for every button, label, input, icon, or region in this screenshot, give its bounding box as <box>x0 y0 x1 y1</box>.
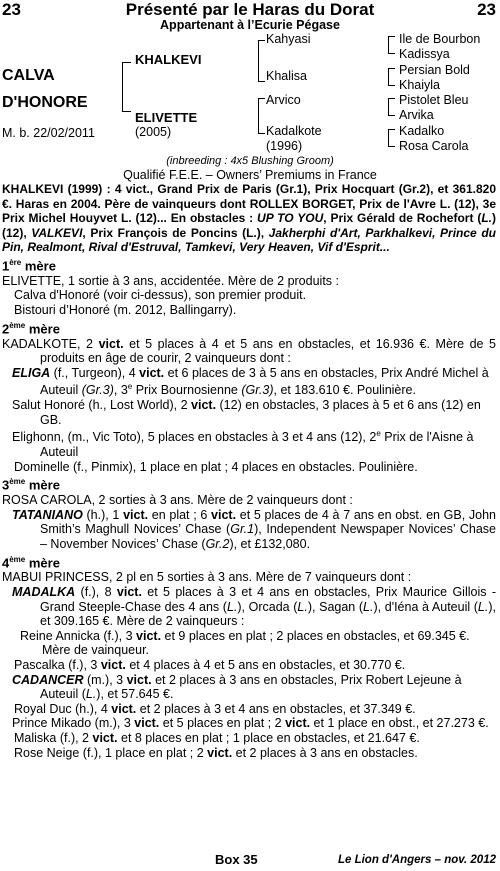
dam-year: (2005) <box>135 125 172 139</box>
horse-details: M. b. 22/02/2011 <box>2 126 95 140</box>
sdd-name: Khaiyla <box>399 78 440 92</box>
horse-name <box>2 62 88 116</box>
section-third-dam: 3ème mère <box>2 477 60 493</box>
produce-rose-neige: Rose Neige (f.), 1 place en plat ; 2 vict. et 2 places à 3 ans en obstacles. <box>14 745 418 760</box>
sire-paragraph: KHALKEVI (1999) : 4 vict., Grand Prix de Paris (Gr.1), Prix Hocquart (Gr.2), et 361.820 €. Haras en 2004. Père de vainqueurs dont ROLLEX BORGET, Prix de l'Avre L. (12), 3e Prix Michel Houyvet L. (12)... En obstacles : UP TO YOU, Prix Gérald de Rochefort (L.) (12), VALKEVI, Prix François de Poncins (L.), Jakherphi d'Art, Parkhalkevi, Prince du Pin, Realmont, Rival d'Estruval, Tamkevi, Very Heaven, Vif d'Esprit... <box>2 182 496 255</box>
horse-name-line1: CALVA <box>2 67 55 84</box>
box-number: Box 35 <box>215 852 258 867</box>
qualification-note: Qualifié F.E.E. – Owners’ Premiums in France <box>123 168 377 182</box>
produce-prince-mikado: Prince Mikado (m.), 3 vict. et 5 places en plat ; 2 vict. et 1 place en obst., et 27.273 €. <box>12 716 489 731</box>
third-dam-intro: ROSA CAROLA, 2 sorties à 3 ans. Mère de 2 vainqueurs dont : <box>2 493 353 508</box>
produce-salut-honore: Salut Honoré (h., Lost World), 2 vict. (12) en obstacles, 3 places à 5 et 6 ans (12) en GB. <box>12 398 481 427</box>
pedigree-bracket-3d <box>388 129 395 147</box>
pedigree-bracket-3a <box>388 36 395 54</box>
fourth-dam-intro: MABUI PRINCESS, 2 pl en 5 sorties à 3 ans. Mère de 7 vainqueurs dont : <box>2 570 412 585</box>
sss-name: Ile de Bourbon <box>399 32 481 46</box>
dss-name: Pistolet Bleu <box>399 93 469 107</box>
section-second-dam: 2ème mère <box>2 320 60 336</box>
catalogue-body <box>2 182 496 760</box>
section-fourth-dam: 4ème mère <box>2 554 60 570</box>
first-dam-produce-1: Calva d'Honoré (voir ci-dessus), son premier produit. <box>14 288 307 303</box>
produce-maliska: Maliska (f.), 2 vict. et 8 places en plat ; 1 place en obstacles, et 21.647 €. <box>14 731 420 745</box>
dam-dam: Kadalkote <box>266 124 322 138</box>
produce-pascalka: Pascalka (f.), 3 vict. et 4 places à 4 et 5 ans en obstacles, et 30.770 €. <box>14 658 406 673</box>
horse-name-line2: D'HONORE <box>2 94 88 111</box>
first-dam-intro: ELIVETTE, 1 sortie à 3 ans, accidentée. Mère de 2 produits : <box>2 273 339 288</box>
second-dam-intro: KADALKOTE, 2 vict. et 5 places à 4 et 5 ans en obstacles, et 16.936 €. Mère de 5 produits en âge de courir, 2 vainqueurs dont : <box>2 336 496 366</box>
owner-subtitle: Appartenant à l’Ecurie Pégase <box>160 18 340 32</box>
page-title: Présenté par le Haras du Dorat <box>125 0 375 19</box>
dam-sire: Arvico <box>266 93 301 107</box>
lot-number-right: 23 <box>477 0 496 19</box>
sire-sire: Kahyasi <box>266 32 311 46</box>
ssd-name: Kadissya <box>399 47 450 61</box>
dds-name: Kadalko <box>399 124 445 138</box>
section-first-dam: 1ère mère <box>2 257 56 274</box>
pedigree-bracket-3c <box>388 98 395 116</box>
dam-dam-year: (1996) <box>266 139 303 153</box>
produce-royal-duc: Royal Duc (h.), 4 vict. et 2 places à 3 et 4 ans en obstacles, et 37.349 €. <box>14 701 416 716</box>
sds-name: Persian Bold <box>399 63 470 77</box>
produce-madalka: MADALKA (f.), 8 vict. et 5 places à 3 et 4 ans en obstacles, Prix Maurice Gillois - Grand Steeple-Chase des 4 ans (L.), Orcada (L.), Sagan (L.), d'Iéna à Auteuil (L.), et 309.165 €. Mère de 2 vainqueurs : <box>12 585 496 629</box>
produce-eliga: ELIGA (f., Turgeon), 4 vict. et 6 places de 3 à 5 ans en obstacles, Prix André Michel à Auteuil (Gr.3), 3e Prix Bournosienne (Gr.3), et 183.610 €. Poulinière. <box>12 365 489 398</box>
produce-dominelle: Dominelle (f., Pinmix), 1 place en plat ; 4 places en obstacles. Poulinière. <box>14 459 418 474</box>
pedigree-bracket-sire <box>258 40 265 82</box>
produce-elighonn: Elighonn, (m., Vic Toto), 5 places en obstacles à 3 et 4 ans (12), 2e Prix de l'Aisne à Auteuil <box>12 429 474 460</box>
produce-cadancer: CADANCER (m.), 3 vict. et 2 places à 3 ans en obstacles, Prix Robert Lejeune à Auteuil (L.), et 57.645 €. <box>12 672 462 702</box>
pedigree-bracket-dam <box>258 98 265 134</box>
sale-event: Le Lion d'Angers – nov. 2012 <box>337 854 496 866</box>
first-dam-produce-2: Bistouri d’Honoré (m. 2012, Ballingarry). <box>14 303 237 318</box>
sire-dam: Khalisa <box>266 69 307 83</box>
dsd-name: Arvika <box>399 108 434 122</box>
produce-tataniano: TATANIANO (h.), 1 vict. en plat ; 6 vict. et 5 places de 4 à 7 ans en obst. en GB, John Smith’s Maghull Novices’ Chase (Gr.1), Independent Newspaper Novices’ Chase – November Novices’ Chase (Gr.2), et £132,080. <box>12 507 496 551</box>
pedigree-bracket-1 <box>122 62 131 112</box>
lot-number-left: 23 <box>2 0 21 19</box>
inbreeding-note: (inbreeding : 4x5 Blushing Groom) <box>166 155 334 167</box>
produce-reine-annicka: Reine Annicka (f.), 3 vict. et 9 places en plat ; 2 places en obstacles, et 69.345 €. Mère de vainqueur. <box>20 628 470 658</box>
ddd-name: Rosa Carola <box>399 139 469 153</box>
sire-name: KHALKEVI <box>135 52 202 67</box>
pedigree-bracket-3b <box>388 68 395 86</box>
dam-name: ELIVETTE <box>135 110 198 125</box>
